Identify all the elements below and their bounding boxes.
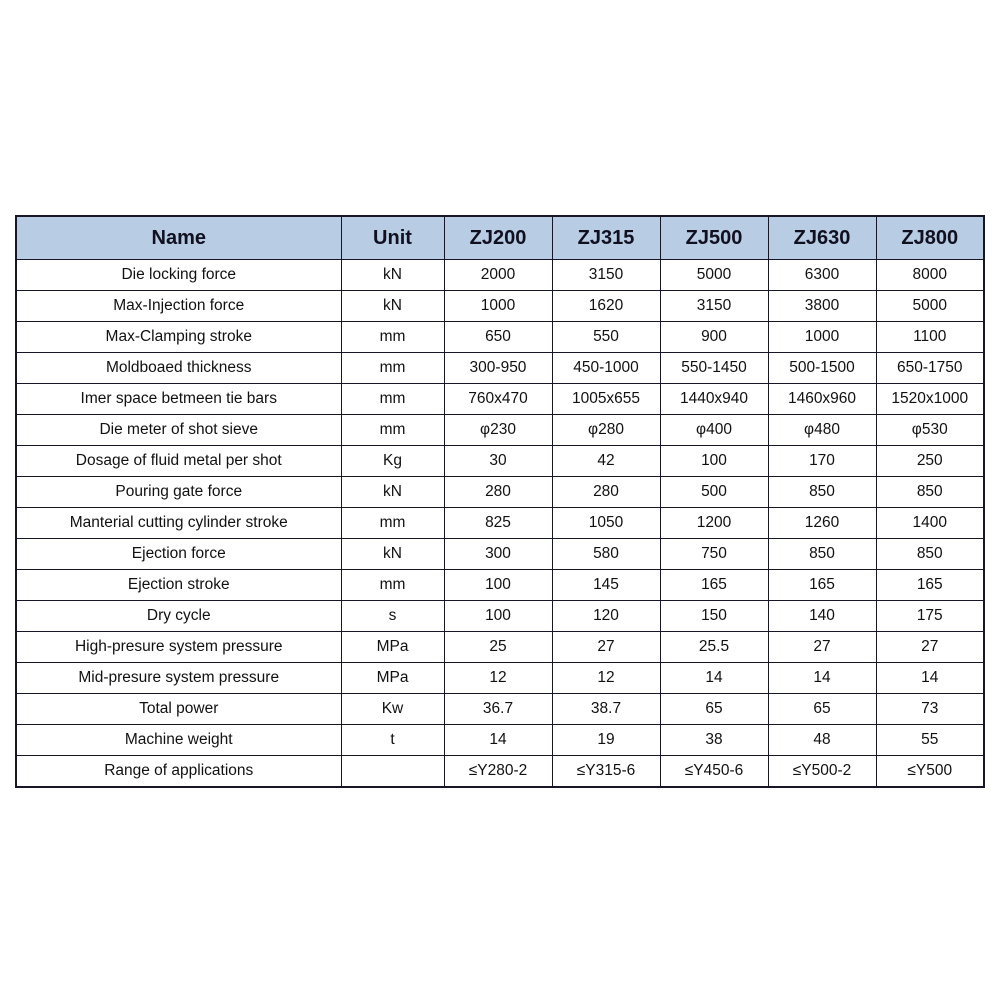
column-header-zj200: ZJ200 — [444, 216, 552, 260]
value-cell: 27 — [876, 632, 984, 663]
spec-table-container — [15, 215, 985, 788]
unit-cell: mm — [341, 508, 444, 539]
unit-cell — [341, 756, 444, 788]
table-row — [16, 260, 984, 291]
value-cell: φ480 — [768, 415, 876, 446]
column-header-unit: Unit — [341, 216, 444, 260]
name-cell: Range of applications — [16, 756, 341, 788]
table-row — [16, 601, 984, 632]
value-cell: 30 — [444, 446, 552, 477]
value-cell: 38.7 — [552, 694, 660, 725]
column-header-zj800: ZJ800 — [876, 216, 984, 260]
value-cell: 25 — [444, 632, 552, 663]
unit-cell: kN — [341, 291, 444, 322]
unit-cell: Kw — [341, 694, 444, 725]
value-cell: 19 — [552, 725, 660, 756]
value-cell: 12 — [444, 663, 552, 694]
value-cell: 825 — [444, 508, 552, 539]
value-cell: 1520x1000 — [876, 384, 984, 415]
table-row — [16, 291, 984, 322]
value-cell: 170 — [768, 446, 876, 477]
name-cell: Dry cycle — [16, 601, 341, 632]
value-cell: 2000 — [444, 260, 552, 291]
value-cell: 140 — [768, 601, 876, 632]
value-cell: 850 — [876, 539, 984, 570]
value-cell: 165 — [876, 570, 984, 601]
table-row — [16, 322, 984, 353]
value-cell: 1620 — [552, 291, 660, 322]
table-row — [16, 756, 984, 788]
value-cell: 42 — [552, 446, 660, 477]
table-header — [16, 216, 984, 260]
table-body — [16, 260, 984, 788]
value-cell: ≤Y500 — [876, 756, 984, 788]
value-cell: 850 — [876, 477, 984, 508]
value-cell: 580 — [552, 539, 660, 570]
value-cell: 27 — [768, 632, 876, 663]
value-cell: 145 — [552, 570, 660, 601]
value-cell: 3150 — [552, 260, 660, 291]
name-cell: Moldboaed thickness — [16, 353, 341, 384]
value-cell: 14 — [876, 663, 984, 694]
unit-cell: kN — [341, 477, 444, 508]
unit-cell: kN — [341, 539, 444, 570]
table-row — [16, 694, 984, 725]
name-cell: Ejection stroke — [16, 570, 341, 601]
unit-cell: kN — [341, 260, 444, 291]
value-cell: 48 — [768, 725, 876, 756]
value-cell: 6300 — [768, 260, 876, 291]
value-cell: 850 — [768, 477, 876, 508]
table-row — [16, 446, 984, 477]
value-cell: 1460x960 — [768, 384, 876, 415]
value-cell: ≤Y450-6 — [660, 756, 768, 788]
table-row — [16, 508, 984, 539]
value-cell: 450-1000 — [552, 353, 660, 384]
value-cell: ≤Y280-2 — [444, 756, 552, 788]
table-row — [16, 632, 984, 663]
value-cell: φ280 — [552, 415, 660, 446]
value-cell: ≤Y500-2 — [768, 756, 876, 788]
value-cell: 65 — [768, 694, 876, 725]
value-cell: 100 — [444, 570, 552, 601]
value-cell: 100 — [444, 601, 552, 632]
unit-cell: mm — [341, 415, 444, 446]
name-cell: Pouring gate force — [16, 477, 341, 508]
column-header-name: Name — [16, 216, 341, 260]
value-cell: 1050 — [552, 508, 660, 539]
value-cell: ≤Y315-6 — [552, 756, 660, 788]
table-row — [16, 477, 984, 508]
name-cell: Mid-presure system pressure — [16, 663, 341, 694]
value-cell: 760x470 — [444, 384, 552, 415]
value-cell: 165 — [768, 570, 876, 601]
value-cell: 900 — [660, 322, 768, 353]
value-cell: 250 — [876, 446, 984, 477]
unit-cell: mm — [341, 570, 444, 601]
name-cell: Ejection force — [16, 539, 341, 570]
value-cell: 300 — [444, 539, 552, 570]
value-cell: φ230 — [444, 415, 552, 446]
value-cell: 5000 — [876, 291, 984, 322]
value-cell: 1005x655 — [552, 384, 660, 415]
table-header-row — [16, 216, 984, 260]
value-cell: 5000 — [660, 260, 768, 291]
name-cell: Dosage of fluid metal per shot — [16, 446, 341, 477]
value-cell: 3800 — [768, 291, 876, 322]
unit-cell: mm — [341, 353, 444, 384]
value-cell: φ530 — [876, 415, 984, 446]
name-cell: Imer space betmeen tie bars — [16, 384, 341, 415]
unit-cell: t — [341, 725, 444, 756]
value-cell: 1400 — [876, 508, 984, 539]
value-cell: 73 — [876, 694, 984, 725]
name-cell: Total power — [16, 694, 341, 725]
value-cell: 8000 — [876, 260, 984, 291]
table-row — [16, 384, 984, 415]
value-cell: φ400 — [660, 415, 768, 446]
value-cell: 14 — [660, 663, 768, 694]
name-cell: Die locking force — [16, 260, 341, 291]
value-cell: 1440x940 — [660, 384, 768, 415]
table-row — [16, 663, 984, 694]
unit-cell: MPa — [341, 663, 444, 694]
column-header-zj315: ZJ315 — [552, 216, 660, 260]
table-row — [16, 415, 984, 446]
value-cell: 25.5 — [660, 632, 768, 663]
value-cell: 1260 — [768, 508, 876, 539]
unit-cell: MPa — [341, 632, 444, 663]
value-cell: 650 — [444, 322, 552, 353]
value-cell: 175 — [876, 601, 984, 632]
value-cell: 165 — [660, 570, 768, 601]
unit-cell: Kg — [341, 446, 444, 477]
value-cell: 14 — [768, 663, 876, 694]
value-cell: 280 — [552, 477, 660, 508]
value-cell: 1000 — [444, 291, 552, 322]
unit-cell: mm — [341, 322, 444, 353]
table-row — [16, 570, 984, 601]
name-cell: Max-Injection force — [16, 291, 341, 322]
name-cell: Max-Clamping stroke — [16, 322, 341, 353]
value-cell: 100 — [660, 446, 768, 477]
name-cell: Machine weight — [16, 725, 341, 756]
name-cell: Die meter of shot sieve — [16, 415, 341, 446]
name-cell: Manterial cutting cylinder stroke — [16, 508, 341, 539]
value-cell: 500-1500 — [768, 353, 876, 384]
value-cell: 27 — [552, 632, 660, 663]
column-header-zj630: ZJ630 — [768, 216, 876, 260]
value-cell: 1000 — [768, 322, 876, 353]
value-cell: 300-950 — [444, 353, 552, 384]
value-cell: 280 — [444, 477, 552, 508]
value-cell: 850 — [768, 539, 876, 570]
value-cell: 750 — [660, 539, 768, 570]
value-cell: 500 — [660, 477, 768, 508]
unit-cell: mm — [341, 384, 444, 415]
column-header-zj500: ZJ500 — [660, 216, 768, 260]
spec-table — [15, 215, 985, 788]
value-cell: 65 — [660, 694, 768, 725]
table-row — [16, 725, 984, 756]
value-cell: 150 — [660, 601, 768, 632]
value-cell: 55 — [876, 725, 984, 756]
value-cell: 1200 — [660, 508, 768, 539]
unit-cell: s — [341, 601, 444, 632]
value-cell: 650-1750 — [876, 353, 984, 384]
value-cell: 550 — [552, 322, 660, 353]
value-cell: 12 — [552, 663, 660, 694]
value-cell: 1100 — [876, 322, 984, 353]
table-row — [16, 353, 984, 384]
value-cell: 38 — [660, 725, 768, 756]
value-cell: 550-1450 — [660, 353, 768, 384]
value-cell: 120 — [552, 601, 660, 632]
table-row — [16, 539, 984, 570]
value-cell: 3150 — [660, 291, 768, 322]
name-cell: High-presure system pressure — [16, 632, 341, 663]
value-cell: 36.7 — [444, 694, 552, 725]
value-cell: 14 — [444, 725, 552, 756]
